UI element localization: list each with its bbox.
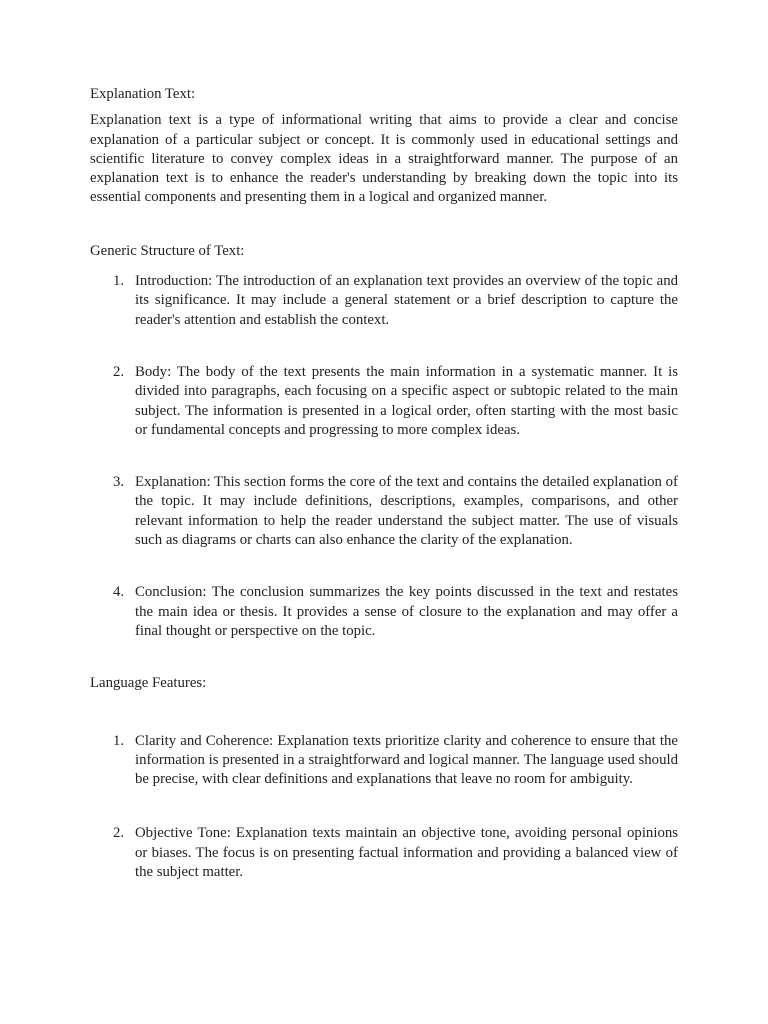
list-item bbox=[90, 824, 678, 882]
language-features-list bbox=[90, 732, 678, 883]
list-item-text: Body: The body of the text presents the main information in a systematic manner. It is divided into paragraphs, each focusing on a specific aspect or subtopic related to the main subject. The information is presented in a logical order, often starting with the most basic or fundamental concepts and progressing to more complex ideas. bbox=[135, 363, 678, 438]
list-item bbox=[90, 583, 678, 641]
list-item-text: Clarity and Coherence: Explanation texts prioritize clarity and coherence to ensure that the information is presented in a straightforward and logical manner. The language used should be precise, with clear definitions and explanations that leave no room for ambiguity. bbox=[135, 732, 678, 788]
structure-list bbox=[90, 272, 678, 641]
list-item bbox=[90, 363, 678, 440]
list-item-text: Explanation: This section forms the core of the text and contains the detailed explanation of the topic. It may include definitions, descriptions, examples, comparisons, and other relevant information to help the reader understand the subject matter. The use of visuals such as diagrams or charts can also enhance the clarity of the explanation. bbox=[135, 474, 678, 549]
list-item-text: Conclusion: The conclusion summarizes the key points discussed in the text and restates the main idea or thesis. It provides a sense of closure to the explanation and may offer a final thought or perspective on the topic. bbox=[135, 584, 678, 639]
list-item-number: 2. bbox=[113, 825, 125, 842]
list-item-number: 4. bbox=[113, 584, 125, 601]
intro-paragraph: Explanation text is a type of informational writing that aims to provide a clear and concise explanation of a particular subject or concept. It is commonly used in educational settings and scientific literature to convey complex ideas in a straightforward manner. The purpose of an explanation text is to enhance the reader's understanding by breaking down the topic into its essential components and presenting them in a logical and organized manner. bbox=[90, 112, 682, 206]
structure-heading: Generic Structure of Text: bbox=[90, 242, 245, 259]
document-title: Explanation Text: bbox=[90, 86, 196, 102]
list-item bbox=[90, 732, 678, 790]
list-item-number: 3. bbox=[113, 474, 125, 491]
list-item-text: Objective Tone: Explanation texts maintain an objective tone, avoiding personal opinions or biases. The focus is on presenting factual information and providing a balanced view of the subject matter. bbox=[135, 825, 678, 881]
list-item bbox=[90, 272, 678, 330]
list-item-number: 2. bbox=[113, 363, 125, 380]
list-item bbox=[90, 473, 678, 550]
list-item-number: 1. bbox=[113, 732, 125, 749]
list-item-text: Introduction: The introduction of an explanation text provides an overview of the topic and its significance. It may include a general statement or a brief description to capture the reader's attention and establish the context. bbox=[135, 273, 678, 328]
list-item-number: 1. bbox=[113, 273, 125, 290]
language-features-heading: Language Features: bbox=[90, 675, 207, 692]
